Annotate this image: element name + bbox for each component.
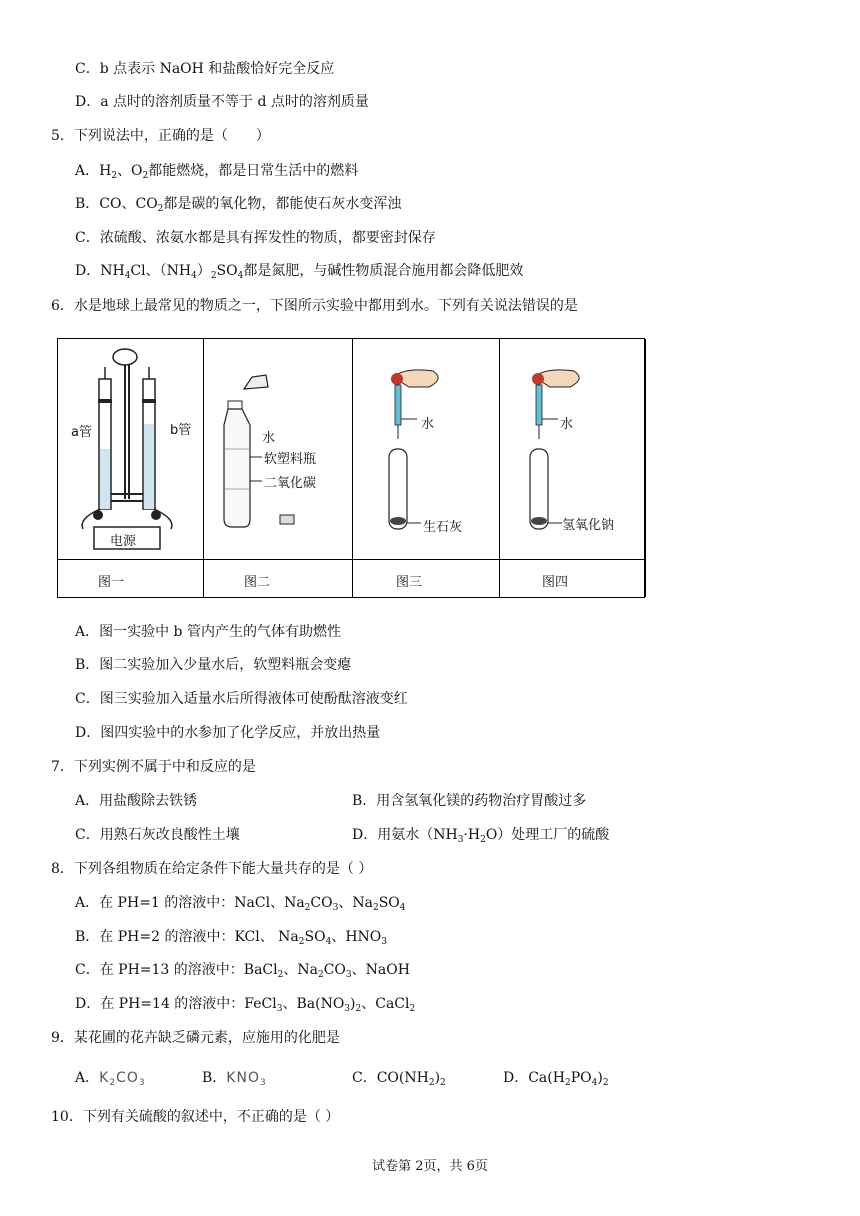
q7-option-c: C．用熟石灰改良酸性土壤: [75, 827, 240, 843]
q9-option-a: A．$K_2CO_3$: [75, 1070, 146, 1088]
electrolysis-apparatus-image: [58, 339, 204, 559]
q6-option-d: D．图四实验中的水参加了化学反应，并放出热量: [75, 725, 381, 741]
q7-option-b: B．用含氢氧化镁的药物治疗胃酸过多: [352, 793, 587, 809]
page-footer: 试卷第 2页，共 6页: [372, 1159, 488, 1174]
water-label-4: 水: [560, 417, 574, 432]
q9-option-d: D．$Ca(H_2PO_4)_2$: [503, 1070, 609, 1088]
q8-stem: 8．下列各组物质在给定条件下能大量共存的是（ ）: [51, 861, 373, 877]
q6-option-b: B．图二实验加入少量水后，软塑料瓶会变瘪: [75, 657, 352, 673]
q8-option-d: D．在 PH=14 的溶液中：FeCl$_3$、$Ba(NO_3)_2$、CaCl$_2$: [75, 996, 416, 1014]
q7-stem: 7．下列实例不属于中和反应的是: [51, 759, 256, 775]
q9-option-b: B．$KNO_3$: [202, 1070, 267, 1088]
caption-divider: [58, 559, 644, 560]
experiment-figure-table: [57, 338, 645, 598]
q8-option-c: C．在 PH=13 的溶液中：BaCl$_2$、$Na_2CO_3$、NaOH: [75, 962, 410, 980]
caption-figure-1: 图一: [98, 575, 125, 590]
q5-stem: 5．下列说法中，正确的是（ ）: [51, 128, 270, 144]
q6-option-a: A．图一实验中 b 管内产生的气体有助燃性: [75, 624, 341, 640]
a-tube-label: a管: [71, 425, 92, 440]
q5-option-d: D．$NH_4Cl$、$(NH_4)_2SO_4$都是氮肥，与碱性物质混合施用都会降低肥效: [75, 263, 524, 281]
water-label-3: 水: [421, 417, 435, 432]
q4-option-d: D．a 点时的溶剂质量不等于 d 点时的溶剂质量: [75, 94, 369, 110]
caption-figure-4: 图四: [542, 575, 569, 590]
q5-option-c: C．浓硫酸、浓氨水都是具有挥发性的物质，都要密封保存: [75, 230, 436, 246]
q8-option-b: B．在 PH=2 的溶液中：KCl、 $Na_2SO_4$、$HNO_3$: [75, 929, 387, 947]
quicklime-label: 生石灰: [423, 520, 463, 535]
q10-stem: 10．下列有关硫酸的叙述中，不正确的是（ ）: [51, 1109, 340, 1125]
q7-option-a: A．用盐酸除去铁锈: [75, 793, 198, 809]
formula-kno3-image: $KNO_3$: [226, 1070, 267, 1088]
q6-option-c: C．图三实验加入适量水后所得液体可使酚酞溶液变红: [75, 691, 408, 707]
carbon-dioxide-label: 二氧化碳: [264, 476, 317, 491]
q9-option-c: C．$CO(NH_2)_2$: [352, 1070, 446, 1088]
q8-option-a: A．在 PH=1 的溶液中：NaCl、$Na_2CO_3$、$Na_2SO_4$: [75, 895, 406, 913]
caption-figure-2: 图二: [244, 575, 271, 590]
water-label-2: 水: [262, 431, 276, 446]
formula-k2co3-image: $K_2CO_3$: [99, 1070, 146, 1088]
sodium-hydroxide-label: 氢氧化钠: [562, 518, 615, 533]
power-source-label: 电源: [110, 534, 137, 549]
b-tube-label: b管: [170, 423, 192, 438]
caption-figure-3: 图三: [396, 575, 423, 590]
q4-option-c: C．b 点表示 NaOH 和盐酸恰好完全反应: [75, 61, 335, 77]
q5-option-b: B．CO、$CO_2$都是碳的氧化物，都能使石灰水变浑浊: [75, 196, 402, 214]
q5-option-a: A．$H_2$、$O_2$都能燃烧，都是日常生活中的燃料: [75, 163, 359, 181]
q6-stem: 6．水是地球上最常见的物质之一，下图所示实验中都用到水。下列有关说法错误的是: [51, 298, 578, 314]
q7-option-d: D．用氨水$(NH_3\cdot H_2O)$处理工厂的硫酸: [352, 827, 610, 845]
soft-bottle-label: 软塑料瓶: [264, 452, 317, 467]
q9-stem: 9．某花圃的花卉缺乏磷元素，应施用的化肥是: [51, 1030, 340, 1046]
